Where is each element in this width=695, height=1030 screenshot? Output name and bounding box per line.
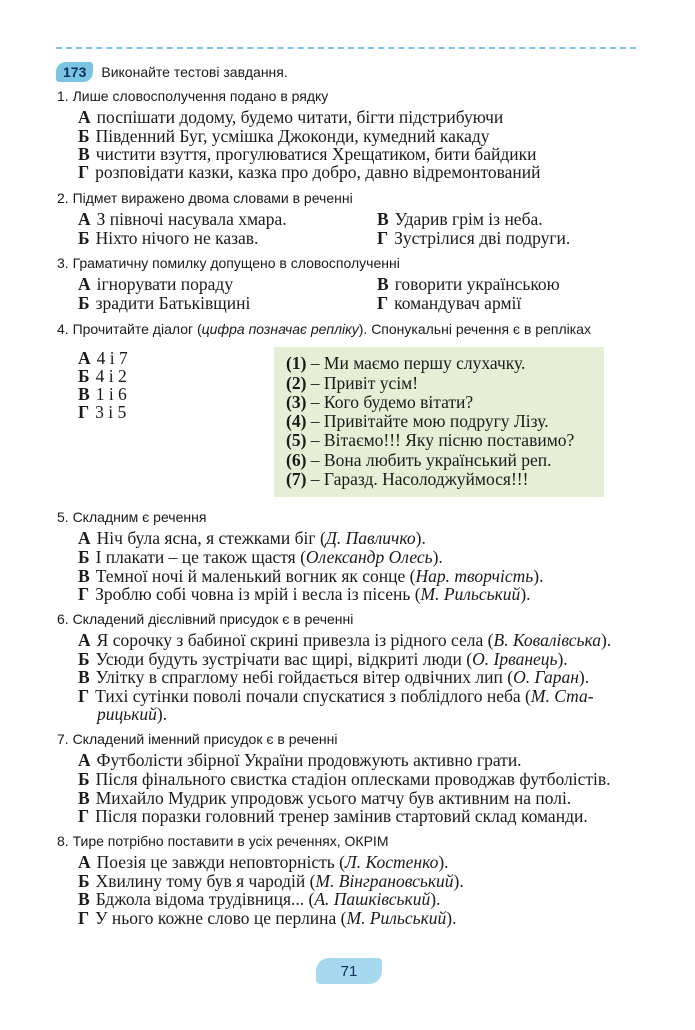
q6-option-d-continuation: рицький). [97,704,168,724]
q4-option-a: А 4 і 7 [78,348,128,368]
dialog-line: (2) – Привіт усім! [286,373,419,393]
q7-option-b: Б Після фінального свистка стадіон оплесками проводжав футболістів. [78,769,611,789]
q8-option-a: А Поезія це завжди неповторність (Л. Костенко). [78,852,449,872]
q6-option-d: Г Тихі сутінки поволі почали спускатися з поблідлого неба (М. Ста- [78,686,594,706]
q3-option-d: Г командувач армії [377,293,522,313]
q2-option-d: Г Зустрілися дві подруги. [377,228,571,248]
q2-option-a: А З півночі насувала хмара. [78,209,287,229]
question-8-label: 8. Тире потрібно поставити в усіх реченнях, ОКРІМ [57,833,389,849]
question-3-label: 3. Граматичну помилку допущено в словосполученні [57,255,400,271]
q2-option-c: В Ударив грім із неба. [377,209,543,229]
dialog-line: (7) – Гаразд. Насолоджуймося!!! [286,469,529,489]
q7-option-a: А Футболісти збірної України продовжують активно грати. [78,750,522,770]
dialog-line: (6) – Вона любить український реп. [286,450,552,470]
q7-option-d: Г Після поразки головний тренер замінив стартовий склад команди. [78,806,588,826]
q6-option-b: Б Усюди будуть зустрічати вас щирі, відкриті люди (О. Ірванець). [78,649,568,669]
question-7-label: 7. Складений іменний присудок є в реченні [57,731,338,747]
q8-option-b: Б Хвилину тому був я чародій (М. Вінграновський). [78,871,464,891]
task-title: Виконайте тестові завдання. [101,64,288,80]
q6-option-a: А Я сорочку з бабиної скрині привезла із рідного села (В. Ковалівська). [78,630,612,650]
q5-option-b: Б І плакати – це також щастя (Олександр Олесь). [78,547,443,567]
question-5-label: 5. Складним є речення [57,509,207,525]
dialog-line: (4) – Привітайте мою подругу Лізу. [286,411,549,431]
q6-option-c: В Улітку в спраглому небі гойдається вітер одвічних лип (О. Гаран). [78,667,590,687]
q5-option-d: Г Зроблю собі човна із мрій і весла із пісень (М. Рильський). [78,584,531,604]
q8-option-d: Г У нього кожне слово це перлина (М. Рильський). [78,908,457,928]
q5-option-a: А Ніч була ясна, я стежками біг (Д. Павличко). [78,528,426,548]
q5-option-c: В Темної ночі й маленький вогник як сонце (Нар. творчість). [78,566,544,586]
q4-option-b: Б 4 і 2 [78,366,127,386]
question-2-label: 2. Підмет виражено двома словами в реченні [57,190,353,206]
q7-option-c: В Михайло Мудрик упродовж усього матчу був активним на полі. [78,788,572,808]
q1-option-a: А поспішати додому, будемо читати, бігти підстрибуючи [78,107,504,127]
q3-option-b: Б зрадити Батьківщині [78,293,251,313]
question-6-label: 6. Складений дієслівний присудок є в реченні [57,611,354,627]
dialog-line: (3) – Кого будемо вітати? [286,392,474,412]
q3-option-c: В говорити українською [377,274,560,294]
q1-option-c: В чистити взуття, прогулюватися Хрещатиком, бити байдики [78,144,537,164]
dialog-line: (1) – Ми маємо першу слухачку. [286,353,526,373]
dashed-divider [56,47,636,49]
task-header [56,61,288,83]
q4-option-c: В 1 і 6 [78,384,127,404]
task-number-badge: 173 [56,62,93,82]
q2-option-b: Б Ніхто нічого не казав. [78,228,259,248]
dialog-line: (5) – Вітаємо!!! Яку пісню поставимо? [286,430,575,450]
q1-option-d: Г розповідати казки, казка про добро, давно відремонтований [78,162,541,182]
q1-option-b: Б Південний Буг, усмішка Джоконди, кумедний какаду [78,126,490,146]
q4-option-d: Г 3 і 5 [78,402,127,422]
question-4-label: 4. Прочитайте діалог (цифра позначає репліку). Спонукальні речення є в репліках [57,321,591,337]
question-1-label: 1. Лише словосполучення подано в рядку [57,88,329,104]
q8-option-c: В Бджола відома трудівниця... (А. Пашківський). [78,889,441,909]
q3-option-a: А ігнорувати пораду [78,274,234,294]
page-number: 71 [316,958,382,984]
